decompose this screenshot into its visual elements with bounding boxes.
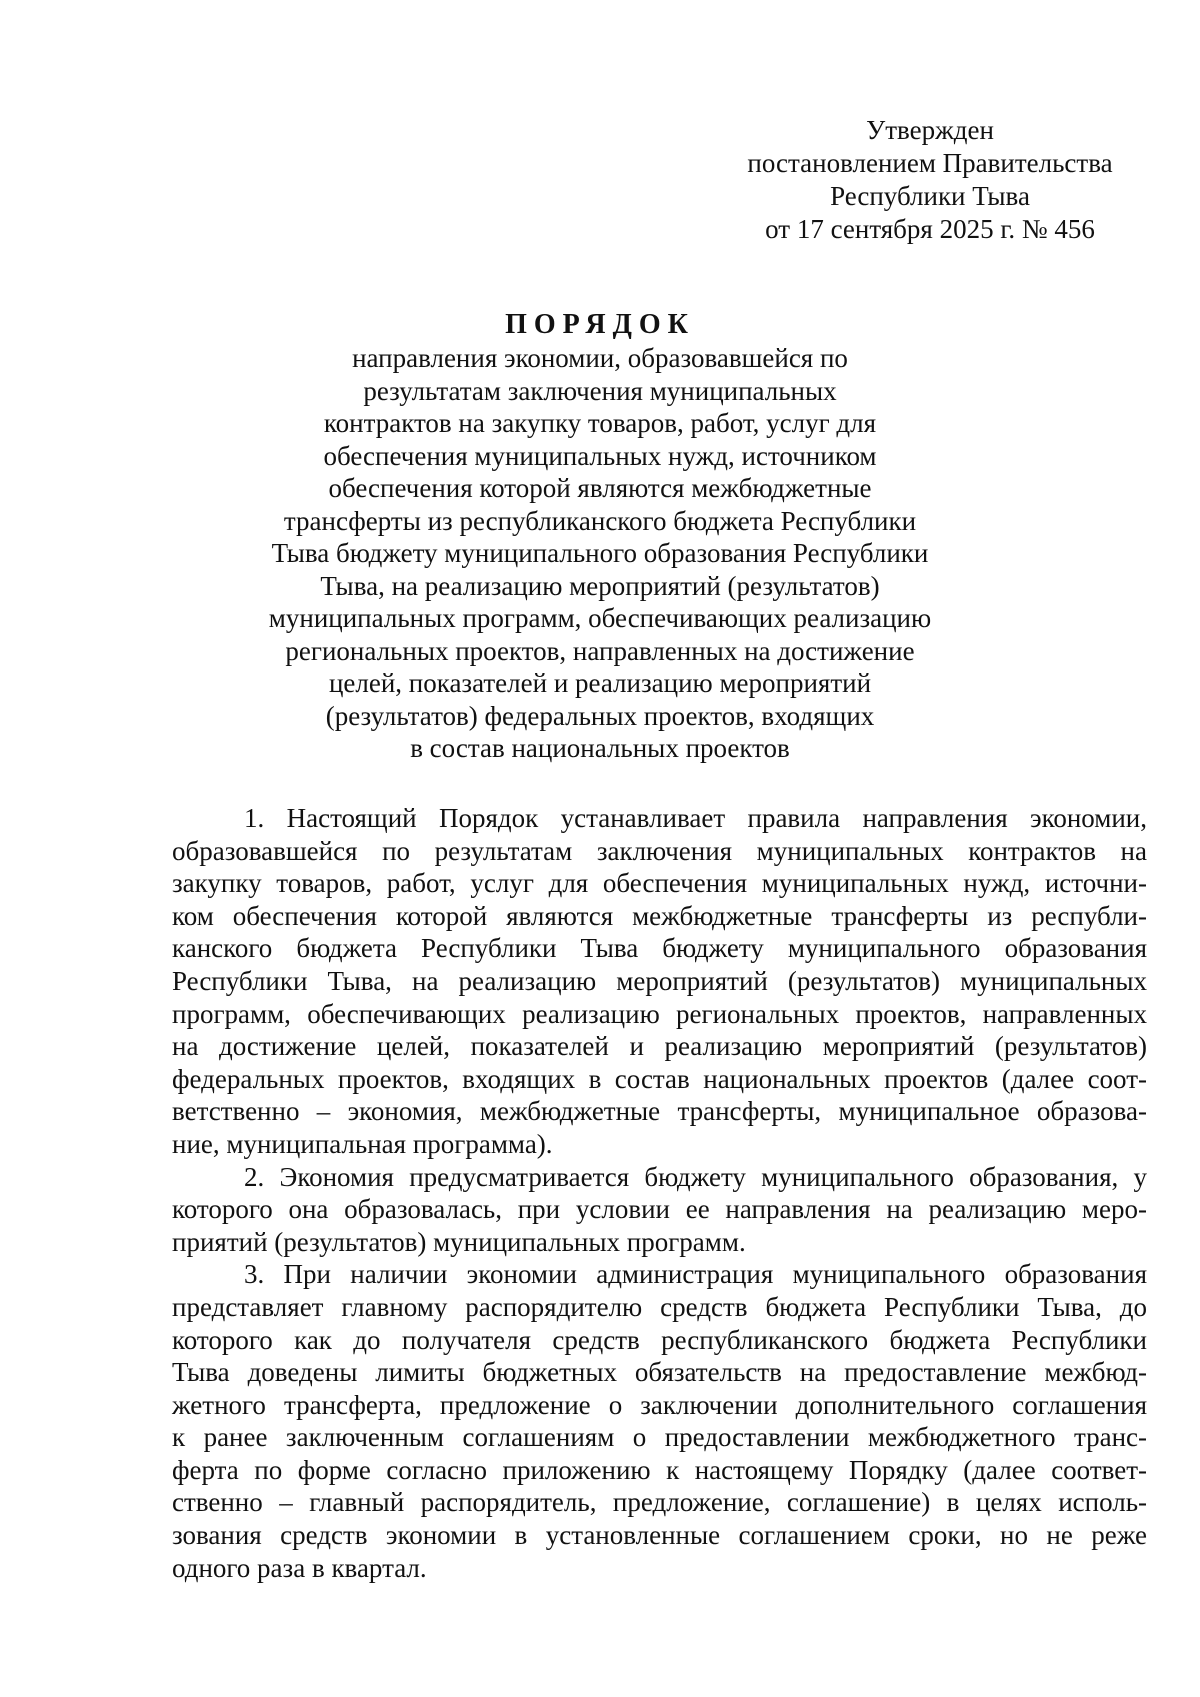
subtitle-line: (результатов) федеральных проектов, входящих xyxy=(325,700,875,731)
subtitle-line: Тыва бюджету муниципального образования Республики xyxy=(271,538,929,568)
body-line: одного раза в квартал. xyxy=(172,1552,427,1583)
body-line: которого она образовалась, при условии ее направления на реализацию меро- xyxy=(172,1194,1147,1225)
body-line: ветственно – экономия, межбюджетные трансферты, муниципальное образова- xyxy=(172,1096,1147,1127)
body-line: ферта по форме согласно приложению к настоящему Порядку (далее соответ- xyxy=(172,1454,1147,1485)
body-line: 1. Настоящий Порядок устанавливает правила направления экономии, xyxy=(244,803,1147,833)
body-line: которого как до получателя средств республиканского бюджета Республики xyxy=(172,1324,1147,1355)
subtitle-line: в состав национальных проектов xyxy=(410,733,790,763)
body-line: Тыва доведены лимиты бюджетных обязательств на предоставление межбюд- xyxy=(172,1357,1147,1388)
subtitle-line: обеспечения которой являются межбюджетные xyxy=(328,473,872,503)
body-line: ком обеспечения которой являются межбюджетные трансферты из республи- xyxy=(172,900,1147,931)
approval-line: Утвержден xyxy=(866,115,994,145)
subtitle-line: результатам заключения муниципальных xyxy=(363,375,837,406)
subtitle-line: Тыва, на реализацию мероприятий (результатов) xyxy=(320,570,880,601)
document-title: ПОРЯДОК xyxy=(505,309,695,340)
subtitle-line: региональных проектов, направленных на достижение xyxy=(285,635,915,666)
body-line: 3. При наличии экономии администрация муниципального образования xyxy=(244,1259,1147,1290)
body-line: программ, обеспечивающих реализацию региональных проектов, направленных xyxy=(172,998,1147,1029)
paragraph-3 xyxy=(172,1258,1147,1584)
subtitle-line: целей, показателей и реализацию мероприятий xyxy=(328,668,872,698)
body-line: на достижение целей, показателей и реализацию мероприятий (результатов) xyxy=(172,1031,1147,1062)
body-line: ние, муниципальная программа). xyxy=(172,1128,553,1159)
subtitle-line: направления экономии, образовавшейся по xyxy=(352,343,848,373)
body-line: представляет главному распорядителю средств бюджета Республики Тыва, до xyxy=(172,1291,1147,1322)
body-line: канского бюджета Республики Тыва бюджету муниципального образования xyxy=(172,933,1147,964)
body-line: к ранее заключенным соглашениям о предоставлении межбюджетного транс- xyxy=(172,1422,1147,1453)
body-line: зования средств экономии в установленные соглашением сроки, но не реже xyxy=(172,1520,1147,1551)
body-line: ственно – главный распорядитель, предложение, соглашение) в целях исполь- xyxy=(172,1487,1147,1518)
body-line: Республики Тыва, на реализацию мероприятий (результатов) муниципальных xyxy=(172,965,1147,996)
approval-line: Республики Тыва xyxy=(830,181,1030,211)
subtitle-line: контрактов на закупку товаров, работ, услуг для xyxy=(323,408,877,438)
body-line: 2. Экономия предусматривается бюджету муниципального образования, у xyxy=(244,1161,1147,1192)
paragraph-1 xyxy=(172,802,1147,1161)
approval-line: постановлением Правительства xyxy=(747,148,1113,178)
body-line: приятий (результатов) муниципальных программ. xyxy=(172,1226,746,1257)
body-line: жетного трансферта, предложение о заключении дополнительного соглашения xyxy=(172,1389,1147,1420)
document-body xyxy=(172,802,1147,1584)
subtitle-line: трансферты из республиканского бюджета Республики xyxy=(283,505,917,536)
approval-line: от 17 сентября 2025 г. № 456 xyxy=(765,214,1095,244)
subtitle-line: муниципальных программ, обеспечивающих реализацию xyxy=(268,603,932,633)
paragraph-2 xyxy=(172,1161,1147,1259)
body-line: образовавшейся по результатам заключения муниципальных контрактов на xyxy=(172,835,1147,866)
document-subtitle xyxy=(250,342,950,765)
body-line: федеральных проектов, входящих в состав национальных проектов (далее соот- xyxy=(172,1063,1147,1094)
approval-stamp xyxy=(735,114,1125,246)
body-line: закупку товаров, работ, услуг для обеспечения муниципальных нужд, источни- xyxy=(172,868,1147,899)
subtitle-line: обеспечения муниципальных нужд, источником xyxy=(323,440,877,471)
